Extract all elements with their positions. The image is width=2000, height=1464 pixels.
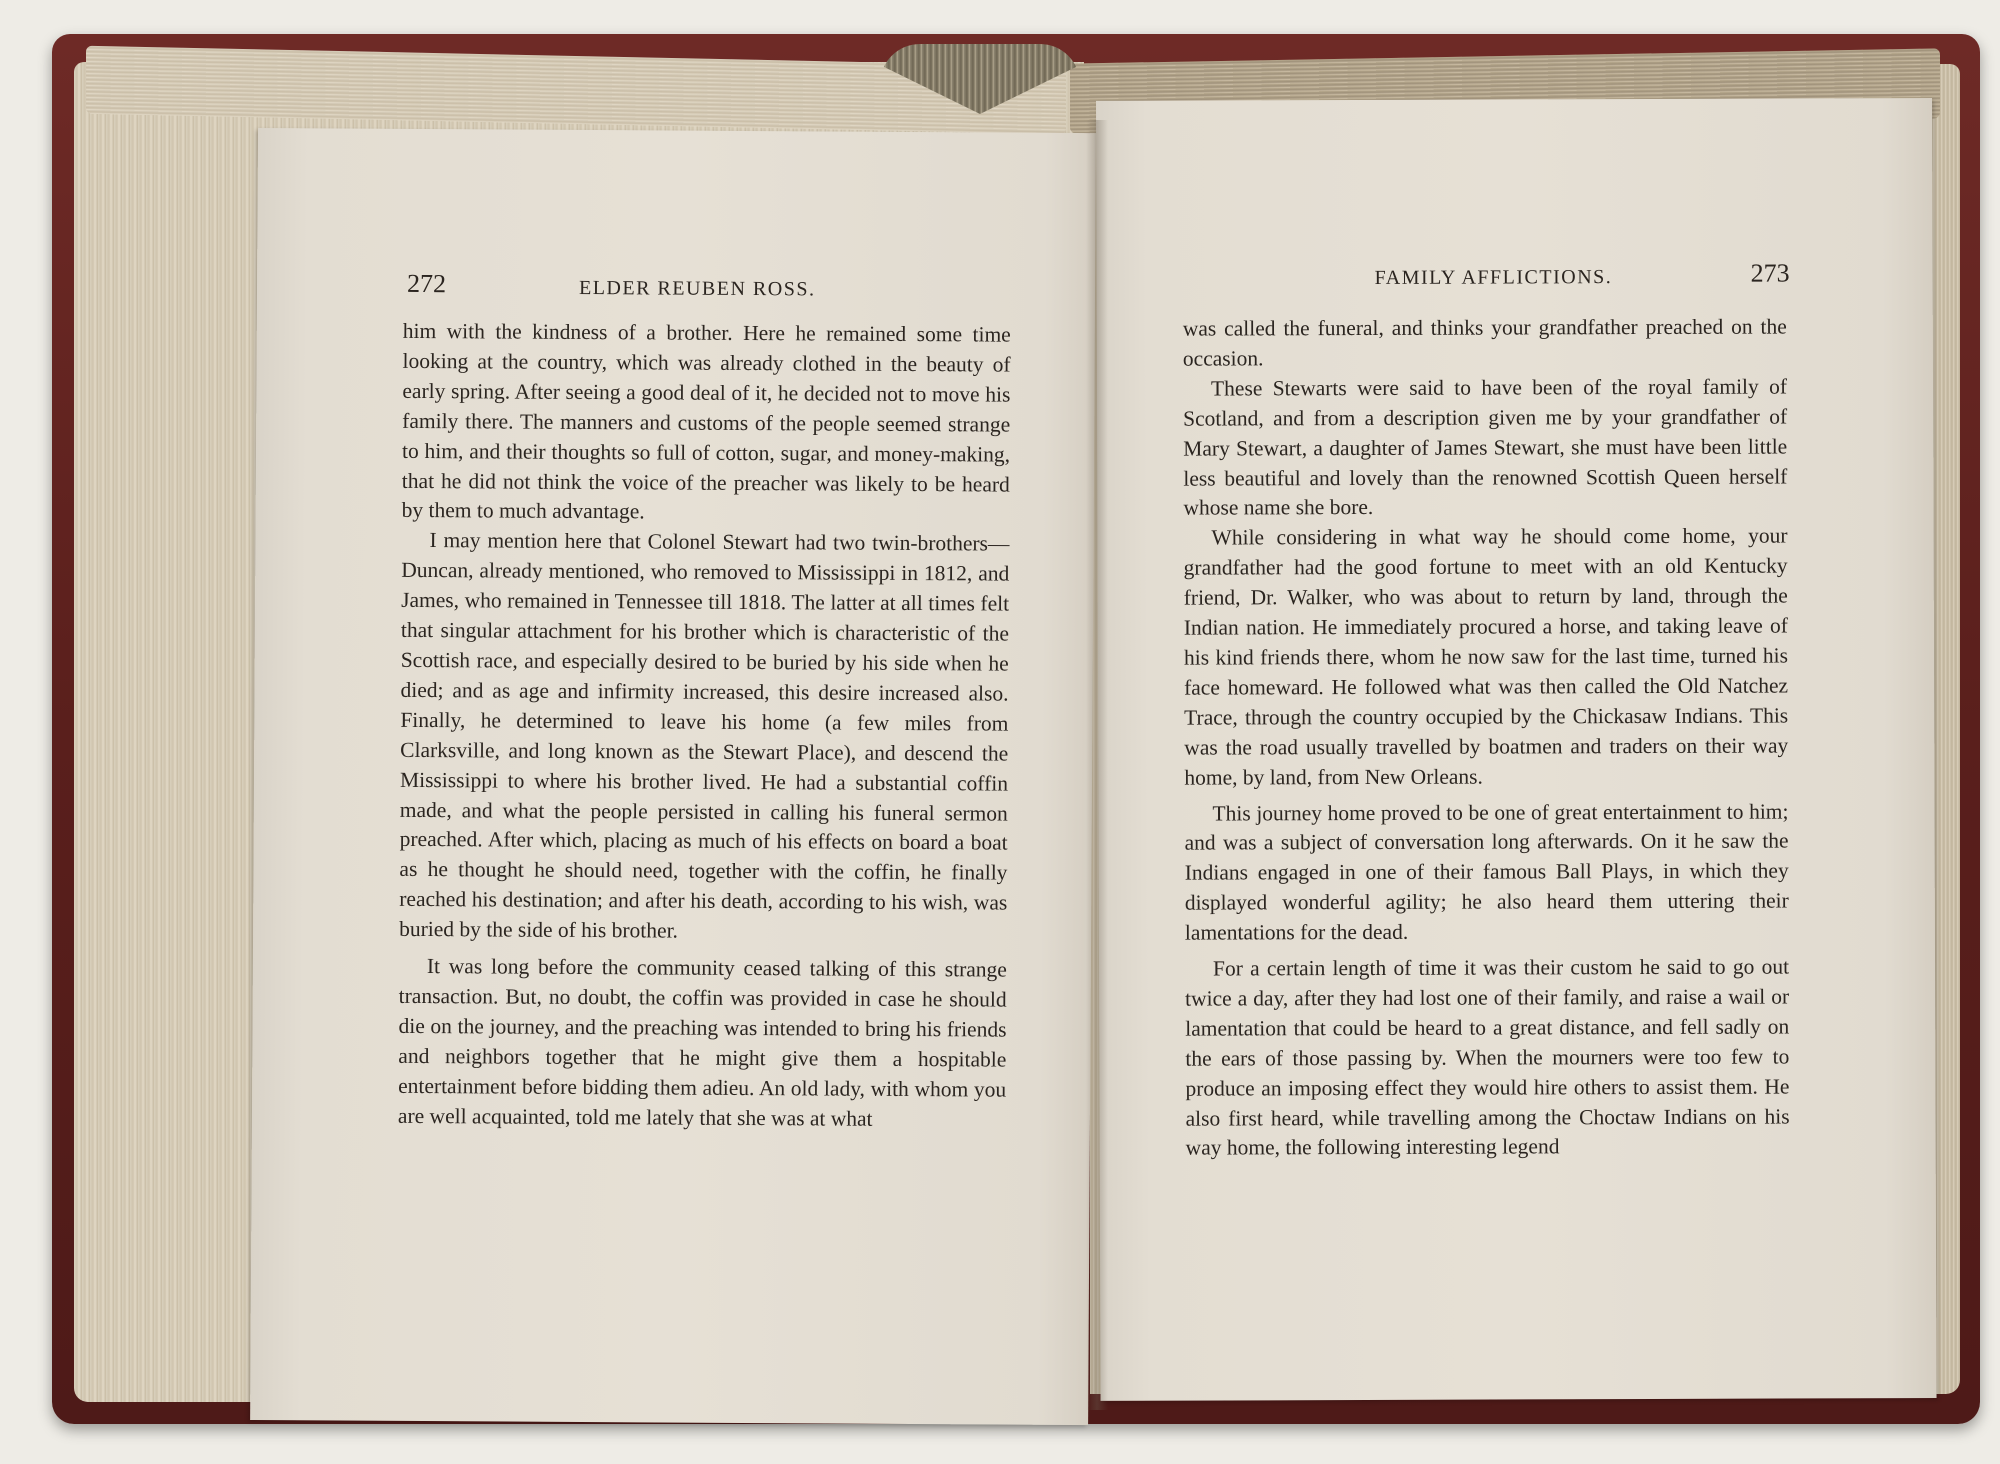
- right-page-body: [1183, 313, 1790, 1164]
- left-page-body: [398, 317, 1011, 1135]
- right-page: [1096, 98, 1937, 1401]
- left-page: [250, 128, 1096, 1425]
- page-number-right: 273: [1750, 258, 1790, 288]
- page-number-left: 272: [406, 268, 447, 299]
- paragraph: him with the kindness of a brother. Here he remained some time looking at the country, which was already clothed in the beauty of early spring. After seeing a good deal of it, he decided not to move his family there. The manners and customs of the people seemed strange to him, and their thoughts so full of cotton, sugar, and money-making, that he did not think the voice of the preacher was likely to be heard by them to much advantage.: [401, 318, 1011, 524]
- running-head-right: FAMILY AFFLICTIONS.: [1374, 266, 1613, 289]
- paragraph: While considering in what way he should come home, your grandfather had the good fortune to meet with an old Kentucky friend, Dr. Walker, who was about to return by land, through the Indian nation. He immediately procured a horse, and taking leave of his kind friends there, whom he now saw for the last time, turned his face homeward. He followed what was then called the Old Natchez Trace, through the country occupied by the Chickasaw Indians. This was the road usually travelled by boatmen and traders on their way home, by land, from New Orleans.: [1183, 523, 1789, 790]
- paragraph: was called the funeral, and thinks your grandfather preached on the occasion.: [1182, 314, 1787, 371]
- running-head-left: ELDER REUBEN ROSS.: [578, 276, 816, 301]
- paragraph: I may mention here that Colonel Stewart had two twin-brothers—Duncan, already mentioned, who removed to Mississippi in 1812, and James, who remained in Tennessee till 1818. The latter at all times felt that singular attachment for his brother which is characteristic of the Scottish race, and especially desired to be buried by his side when he died; and as age and infirmity increased, this desire increased also. Finally, he determined to leave his home (a few miles from Clarksville, and long known as the Stewart Place), and descend the Mississippi to where his brother lived. He had a substantial coffin made, and what the people persisted in calling his funeral sermon preached. After which, placing as much of his effects on board a boat as he thought he should need, together with the coffin, he finally reached his destination; and after his death, according to his wish, was buried by the side of his brother.: [399, 528, 1010, 943]
- paragraph: This journey home proved to be one of great entertainment to him; and was a subject of conversation long afterwards. On it he saw the Indians engaged in one of their famous Ball Plays, in which they displayed wonderful agility; he also heard them uttering their lamentations for the dead.: [1184, 799, 1789, 945]
- paragraph: It was long before the community ceased talking of this strange transaction. But, no doubt, the coffin was provided in case he should die on the journey, and the preaching was intended to bring his friends and neighbors together that he might give them a hospitable entertainment before bidding them adieu. An old lady, with whom you are well acquainted, told me lately that she was at what: [397, 954, 1007, 1131]
- book-gutter: [1086, 120, 1108, 1410]
- paragraph: For a certain length of time it was their custom he said to go out twice a day, after they had lost one of their family, and raise a wail or lamentation that could be heard to a great distance, and fell sadly on the ears of those passing by. When the mourners were too few to produce an imposing effect they would hire others to assist them. He also first heard, while travelling among the Choctaw Indians on his way home, the following interesting legend: [1185, 954, 1790, 1161]
- paragraph: These Stewarts were said to have been of the royal family of Scotland, and from a description given me by your grandfather of Mary Stewart, a daughter of James Stewart, she must have been little less beautiful and lovely than the renowned Scottish Queen herself whose name she bore.: [1183, 374, 1788, 521]
